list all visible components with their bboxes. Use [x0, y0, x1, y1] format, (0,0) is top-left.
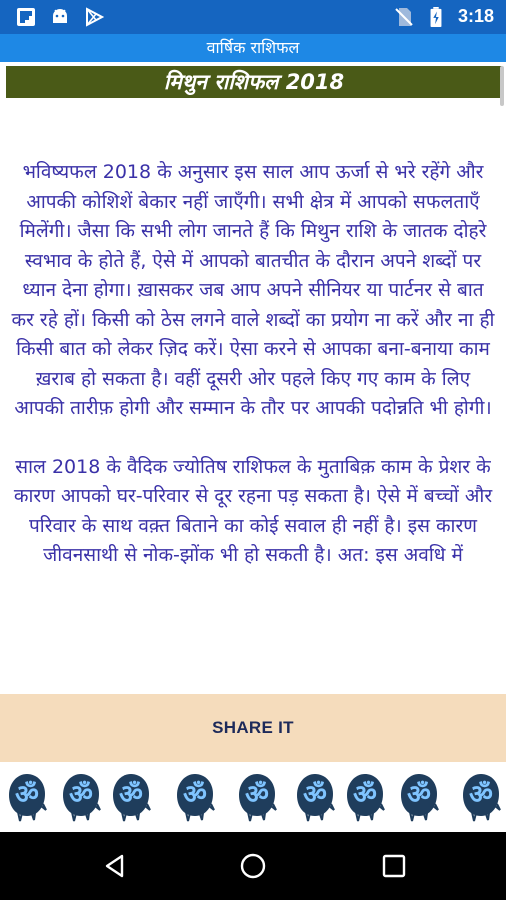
navigation-bar: [0, 832, 506, 900]
om-symbol-icon: [396, 770, 442, 822]
back-icon: [102, 853, 128, 879]
share-button[interactable]: SHARE IT: [0, 694, 506, 762]
horoscope-text: [10, 158, 496, 694]
svg-text:ॐ: ॐ: [353, 780, 377, 810]
om-symbol-icon: [108, 770, 154, 822]
om-symbol-icon: [234, 770, 280, 822]
svg-text:ॐ: ॐ: [119, 780, 143, 810]
svg-text:ॐ: ॐ: [245, 780, 269, 810]
om-symbol-icon: [4, 770, 50, 822]
scrollbar[interactable]: [500, 66, 504, 106]
status-bar: [0, 0, 506, 34]
share-panel: [0, 694, 506, 762]
flipboard-icon: [16, 7, 36, 27]
om-symbol-icon: [172, 770, 218, 822]
play-store-icon: [84, 7, 104, 27]
om-symbol-icon: [458, 770, 504, 822]
paragraph: भविष्यफल 2018 के अनुसार इस साल आप ऊर्जा से भरे रहेंगे और आपकी कोशिशें बेकार नहीं जाएँगी। सभी क्षेत्र में आपको सफलताएँ मिलेंगी। जैसा कि सभी लोग जानते हैं कि मिथुन राशि के जातक दोहरे स्वभाव के होते हैं, ऐसे में आपको बातचीत के दौरान अपने शब्दों पर ध्यान देना होगा। ख़ासकर जब आप अपने सीनियर या पार्टनर से बात कर रहे हों। किसी को ठेस लगने वाले शब्दों का प्रयोग ना करें और ना ही किसी बात को लेकर ज़िद करें। ऐसा करने से आपका बना-बनाया काम ख़राब हो सकता है। वहीं दूसरी ओर पहले किए गए काम के लिए आपकी तारीफ़ होगी और सम्मान के तौर पर आपकी पदोन्नति भी होगी।: [11, 161, 495, 419]
svg-text:ॐ: ॐ: [469, 780, 493, 810]
svg-text:ॐ: ॐ: [69, 780, 93, 810]
back-button[interactable]: [97, 848, 133, 884]
svg-text:ॐ: ॐ: [15, 780, 39, 810]
om-symbol-icon: [292, 770, 338, 822]
status-time: 3:18: [457, 6, 494, 26]
om-symbol-icon: [342, 770, 388, 822]
svg-text:ॐ: ॐ: [407, 780, 431, 810]
android-icon: [50, 7, 70, 27]
om-symbol-icon: [58, 770, 104, 822]
page-title: मिथुन राशिफल 2018: [6, 66, 502, 98]
no-sim-icon: [394, 7, 414, 27]
svg-text:ॐ: ॐ: [183, 780, 207, 810]
om-decoration-strip: [0, 762, 506, 832]
recents-icon: [382, 854, 406, 878]
app-title: वार्षिक राशिफल: [0, 34, 506, 62]
home-button[interactable]: [235, 848, 271, 884]
svg-text:ॐ: ॐ: [303, 780, 327, 810]
battery-charging-icon: [426, 7, 446, 27]
home-icon: [238, 851, 268, 881]
paragraph: साल 2018 के वैदिक ज्योतिष राशिफल के मुताबिक़ काम के प्रेशर के कारण आपको घर-परिवार से दूर रहना पड़ सकता है। ऐसे में बच्चों और परिवार के साथ वक़्त बिताने का कोई सवाल ही नहीं है। इस कारण जीवनसाथी से नोक-झोंक भी हो सकती है। अत: इस अवधि में: [13, 455, 493, 566]
recents-button[interactable]: [376, 848, 412, 884]
